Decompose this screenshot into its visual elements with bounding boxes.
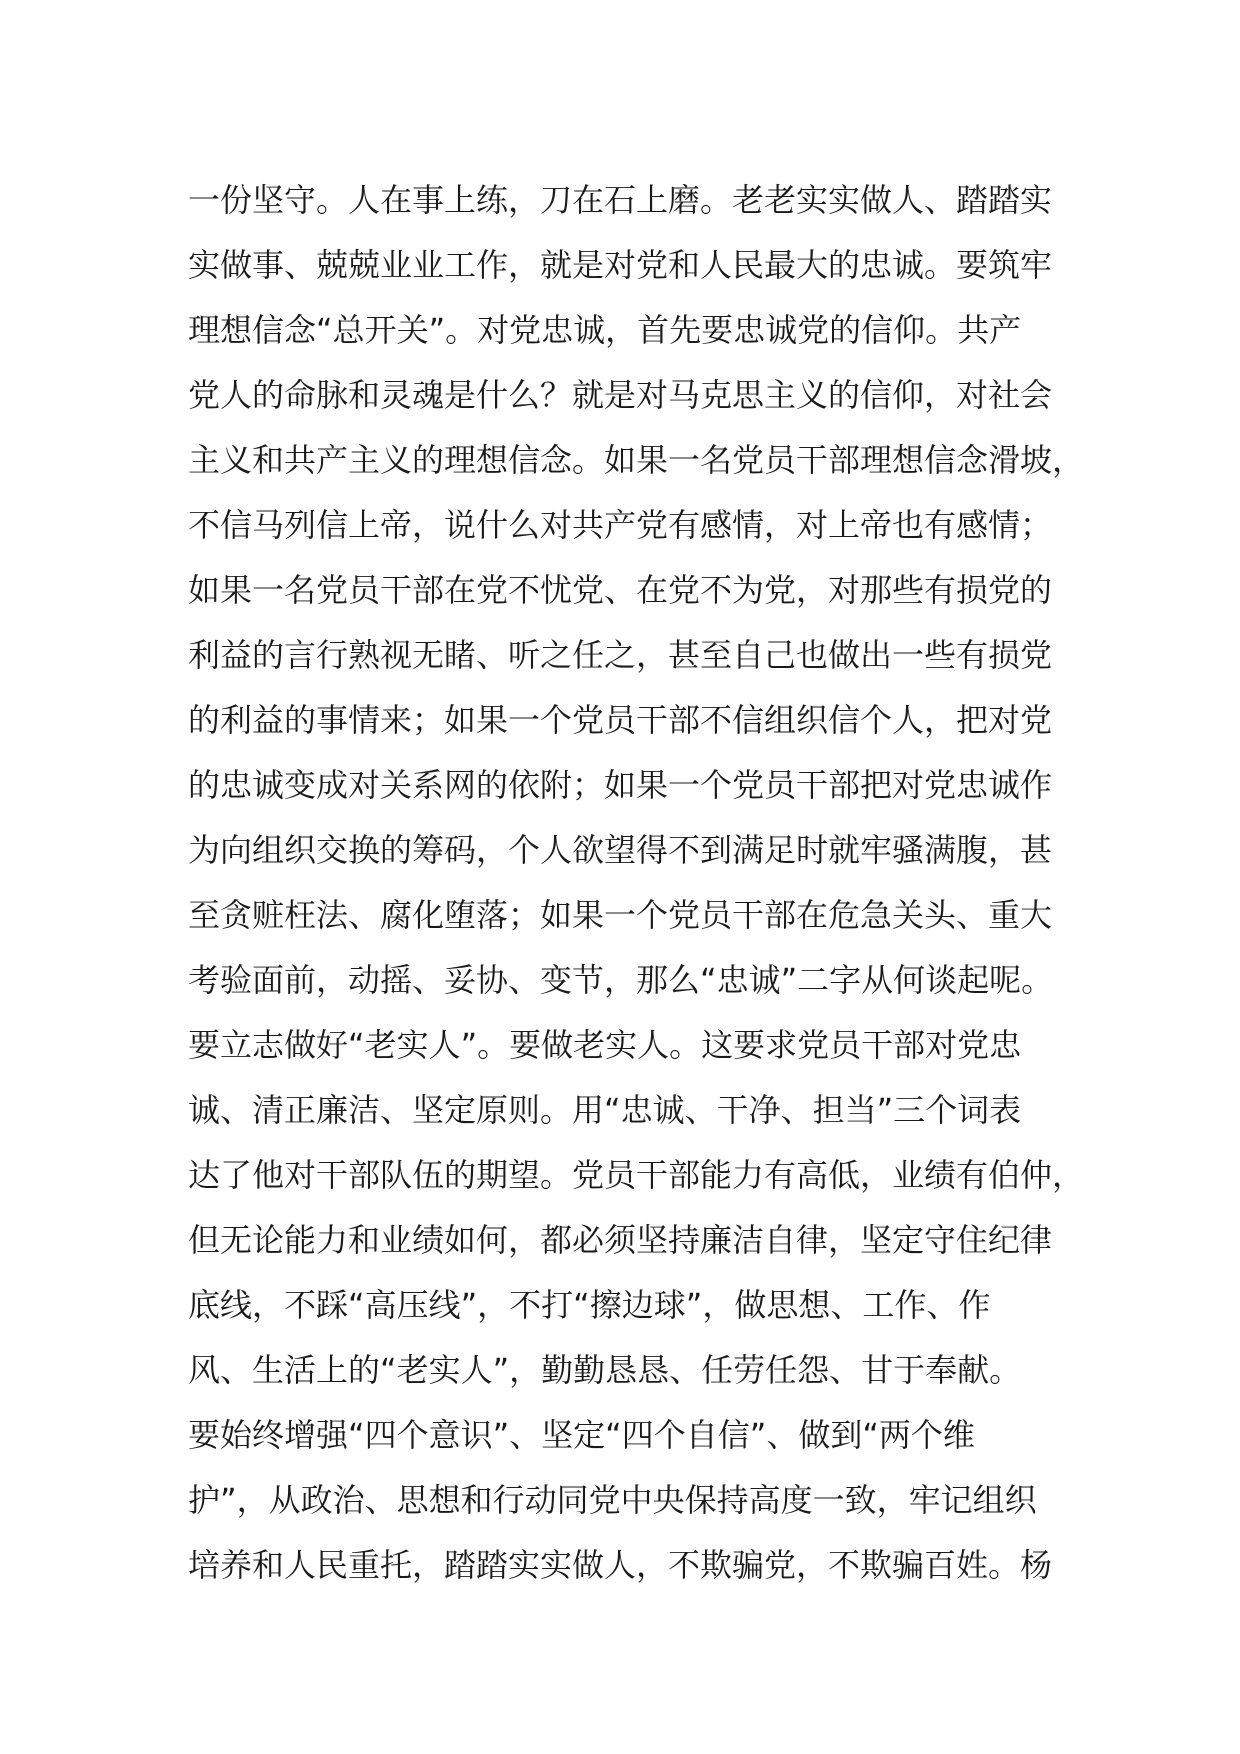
text-line: 利益的言行熟视无睹、听之任之，甚至自己也做出一些有损党 — [188, 636, 1053, 674]
text-line: 理想信念“总开关”。对党忠诚，首先要忠诚党的信仰。共产 — [188, 311, 1022, 349]
text-line: 考验面前，动摇、妥协、变节，那么“忠诚”二字从何谈起呢。 — [188, 961, 1054, 999]
text-line: 底线，不踩“高压线”，不打“擦边球”，做思想、工作、作 — [188, 1286, 991, 1324]
text-line: 的利益的事情来；如果一个党员干部不信组织信个人，把对党 — [188, 701, 1053, 739]
text-line: 要始终增强“四个意识”、坚定“四个自信”、做到“两个维 — [188, 1416, 975, 1454]
text-line: 实做事、兢兢业业工作，就是对党和人民最大的忠诚。要筑牢 — [188, 246, 1053, 284]
text-line: 至贪赃枉法、腐化堕落；如果一个党员干部在危急关头、重大 — [188, 896, 1053, 934]
text-line: 主义和共产主义的理想信念。如果一名党员干部理想信念滑坡， — [188, 441, 1085, 479]
text-line: 培养和人民重托，踏踏实实做人，不欺骗党，不欺骗百姓。杨 — [188, 1546, 1053, 1584]
text-line: 但无论能力和业绩如何，都必须坚持廉洁自律，坚定守住纪律 — [188, 1221, 1053, 1259]
text-line: 不信马列信上帝，说什么对共产党有感情，对上帝也有感情； — [188, 506, 1053, 544]
text-line: 的忠诚变成对关系网的依附；如果一个党员干部把对党忠诚作 — [188, 766, 1053, 804]
text-line: 诚、清正廉洁、坚定原则。用“忠诚、干净、担当”三个词表 — [188, 1091, 1022, 1129]
body-text — [188, 168, 1088, 1598]
text-line: 为向组织交换的筹码，个人欲望得不到满足时就牢骚满腹，甚 — [188, 831, 1053, 869]
text-line: 达了他对干部队伍的期望。党员干部能力有高低，业绩有伯仲， — [188, 1156, 1085, 1194]
text-line: 要立志做好“老实人”。要做老实人。这要求党员干部对党忠 — [188, 1026, 1022, 1064]
text-line: 党人的命脉和灵魂是什么？就是对马克思主义的信仰，对社会 — [188, 376, 1053, 414]
text-line: 风、生活上的“老实人”，勤勤恳恳、任劳任怨、甘于奉献。 — [188, 1351, 1022, 1389]
text-line: 护”，从政治、思想和行动同党中央保持高度一致，牢记组织 — [188, 1481, 1037, 1519]
text-line: 一份坚守。人在事上练，刀在石上磨。老老实实做人、踏踏实 — [188, 181, 1053, 219]
text-line: 如果一名党员干部在党不忧党、在党不为党，对那些有损党的 — [188, 571, 1053, 609]
